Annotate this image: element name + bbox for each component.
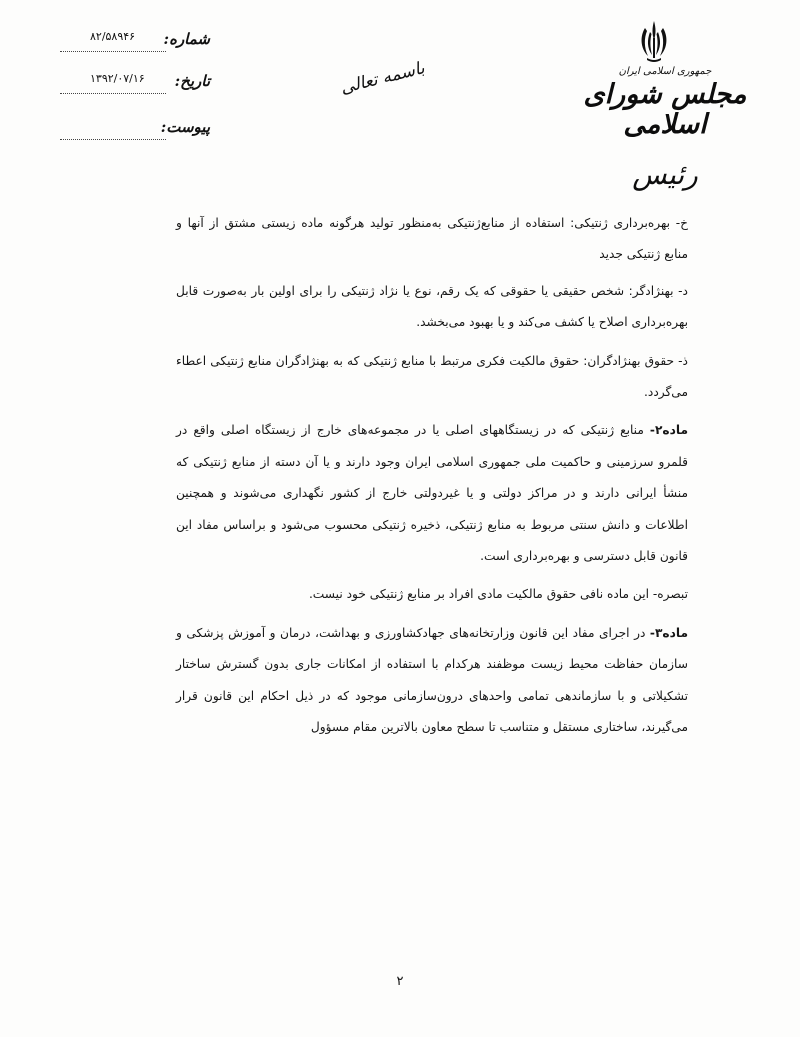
bismillah-heading: باسمه تعالی (338, 58, 427, 99)
definition-zal: ذ- حقوق بهنژادگران: حقوق مالکیت فکری مرتبط با منابع ژنتیکی که به بهنژادگران منابع ژنتیکی اعطاء می‌گردد. (176, 353, 688, 400)
definition-dal: د- بهنژادگر: شخص حقیقی یا حقوقی که یک رقم، نوع یا نژاد ژنتیکی را برای اولین بار به‌صورت قابل بهره‌برداری اصلاح یا کشف می‌کند و یا بهبود می‌بخشد. (176, 283, 688, 330)
article-3-text: در اجرای مفاد این قانون وزارتخانه‌های جهادکشاورزی و بهداشت، درمان و آموزش پزشکی و سازمان حفاظت محیط زیست موظفند هرکدام با استفاده از امکانات جاری بدون گسترش ساختار تشکیلاتی و با سازماندهی تمامی واحدهای درون‌سازمانی موجود که در ذیل احکام این قانون قرار می‌گیرند، ساختاری مستقل و متناسب تا سطح معاون بالاترین مقام مسؤول (176, 625, 688, 735)
article-3 (176, 618, 688, 744)
attachment-line (60, 139, 166, 140)
attachment-label: پیوست: (160, 118, 210, 136)
attachment-field (60, 118, 210, 142)
national-emblem-icon (632, 18, 676, 64)
letter-body (176, 208, 688, 751)
article-2-note: تبصره- این ماده نافی حقوق مالکیت مادی افراد بر منابع ژنتیکی خود نیست. (308, 587, 688, 602)
letter-date-field (60, 72, 210, 96)
president-title: رئیس (632, 158, 698, 191)
government-name: جمهوری اسلامی ایران (618, 66, 712, 77)
letter-number-line (60, 51, 166, 52)
letter-number-value: ۸۲/۵۸۹۴۶ (90, 30, 136, 43)
letter-number-field (60, 30, 210, 54)
article-2-text: منابع ژنتیکی که در زیستگاههای اصلی یا در مجموعه‌های خارج از زیستگاه اصلی واقع در قلمرو سرزمینی و حاکمیت ملی جمهوری اسلامی ایران وجود دارند و یا آن دسته از منابع ژنتیکی که منشأ ایرانی دارند و در مراکز دولتی و یا غیردولتی خارج از کشور نگهداری می‌شوند و همچنین اطلاعات و دانش سنتی مربوط به منابع ژنتیکی، ذخیره ژنتیکی محسوب می‌شود و براساس مفاد این قانون قابل دسترسی و بهره‌برداری است. (176, 423, 688, 564)
page-number: ۲ (396, 974, 404, 989)
definition-kh: خ- بهره‌برداری ژنتیکی: استفاده از منابع‌ژنتیکی به‌منظور تولید هرگونه ماده زیستی مشتق از آنها و منابع ژنتیکی جدید (176, 216, 688, 262)
article-2 (176, 415, 688, 572)
article-2-label: ماده۲- (649, 423, 688, 438)
letter-date-label: تاریخ: (174, 72, 210, 90)
letter-number-label: شماره: (163, 30, 210, 48)
letterhead (570, 18, 760, 198)
institution-name: مجلس شورای اسلامی (583, 79, 747, 140)
letter-date-line (60, 93, 166, 94)
article-3-label: ماده۳- (649, 625, 688, 640)
letter-date-value: ۱۳۹۲/۰۷/۱۶ (90, 72, 145, 85)
